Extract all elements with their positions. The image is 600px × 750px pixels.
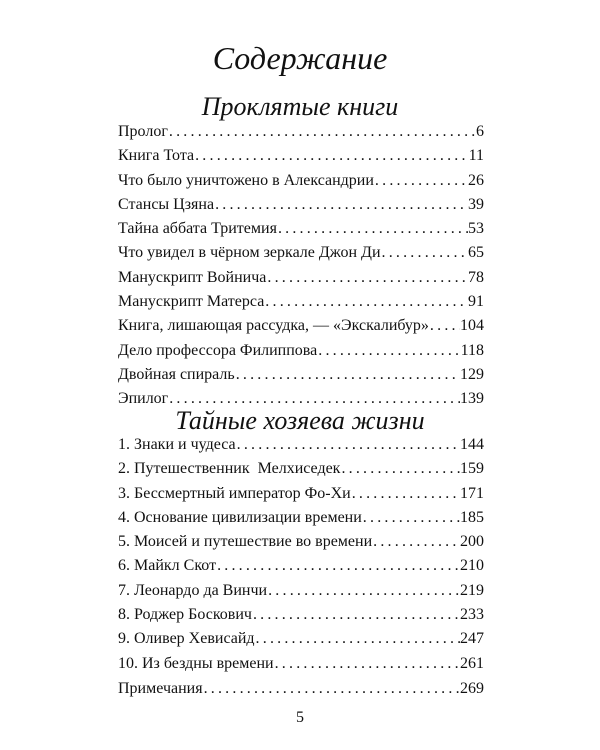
toc-entry-title: Книга, лишающая рассудка, — «Экскалибур» [118,317,429,335]
toc-entry-page: 6 [476,123,484,140]
toc-entry-page: 269 [460,680,484,697]
dot-leader [277,217,468,241]
toc-entry-title: Эпилог [118,390,169,408]
toc-entry[interactable] [118,530,484,554]
toc-entry-page: 39 [468,195,484,213]
toc-entry-page: 104 [460,317,484,335]
toc-entry-page: 91 [468,293,484,311]
toc-entry-title: 7. Леонардо да Винчи [118,581,268,599]
toc-entry-title: Пролог [118,123,168,140]
toc-entry[interactable] [118,241,484,265]
toc-entry-page: 65 [468,244,484,262]
toc-entry[interactable] [118,652,484,676]
dot-leader [216,554,460,578]
toc-entry-title: Двойная спираль [118,365,235,383]
toc-entry[interactable] [118,266,484,290]
toc-entry[interactable] [118,627,484,651]
toc-entry-title: 8. Роджер Боскович [118,606,252,624]
toc-entry[interactable] [118,314,484,338]
toc-entry[interactable] [118,579,484,603]
dot-leader [274,652,460,676]
toc-entry-title: Тайна аббата Тритемия [118,220,277,238]
toc-entry-page: 185 [460,508,484,526]
toc-entry-title: 3. Бессмертный император Фо-Хи [118,484,351,502]
dot-leader [235,363,460,387]
toc-entry-page: 78 [468,268,484,286]
dot-leader [252,603,460,627]
dot-leader [168,120,476,144]
dot-leader [317,339,460,363]
toc-entry[interactable] [118,603,484,627]
dot-leader [203,677,460,701]
dot-leader [429,314,460,338]
toc-entry-page: 210 [460,557,484,575]
toc-entry-page: 53 [468,220,484,238]
toc-entry-title: Манускрипт Войнича [118,268,267,286]
section-heading-cursed-books: Проклятые книги [201,92,399,121]
toc-entry[interactable] [118,433,484,457]
toc-entry-page: 139 [460,390,484,408]
dot-leader [236,433,460,457]
toc-entry[interactable] [118,506,484,530]
toc-entry[interactable] [118,120,484,144]
toc-entry-title: Дело профессора Филиппова [118,341,318,359]
toc-entry-page: 233 [460,606,484,624]
toc-entry-title: 2. Путешественник Мелхиседек [118,460,341,478]
dot-leader [340,457,460,481]
toc-entry-page: 261 [460,654,484,672]
toc-entry-page: 171 [460,484,484,502]
section-heading-secret-masters: Тайные хозяева жизни [175,406,425,435]
toc-entry-page: 200 [460,533,484,551]
toc-entry[interactable] [118,363,484,387]
toc-entry[interactable] [118,457,484,481]
toc-list-cursed-books [118,120,484,412]
dot-leader [264,290,468,314]
toc-entry[interactable] [118,482,484,506]
dot-leader [362,506,460,530]
toc-entry-page: 11 [468,147,484,165]
toc-entry[interactable] [118,169,484,193]
toc-list-secret-masters [118,433,484,676]
toc-entry[interactable] [118,144,484,168]
toc-entry-title: Манускрипт Матерса [118,293,265,311]
toc-entry-title: 1. Знаки и чудеса [118,436,236,453]
toc-entry-page: 219 [460,581,484,599]
toc-entry[interactable] [118,339,484,363]
toc-entry-page: 159 [460,460,484,478]
toc-entry-title: Стансы Цзяна [118,195,215,213]
toc-entry-title: 5. Моисей и путешествие во времени [118,533,373,551]
page-title: Содержание [212,40,388,76]
toc-entry-title: Что увидел в чёрном зеркале Джон Ди [118,244,381,262]
dot-leader [381,241,469,265]
toc-entry[interactable] [118,290,484,314]
dot-leader [214,193,468,217]
toc-entry-title: Что было уничтожено в Александрии [118,171,374,189]
toc-entry-notes[interactable] [118,677,484,701]
toc-entry-page: 26 [468,171,484,189]
toc-entry-page: 247 [460,630,484,648]
toc-entry[interactable] [118,217,484,241]
toc-entry-title: 9. Оливер Хевисайд [118,630,255,648]
dot-leader [372,530,460,554]
toc-entry[interactable] [118,193,484,217]
dot-leader [351,482,460,506]
dot-leader [266,266,468,290]
toc-entry-title: Примечания [118,680,203,697]
toc-entry-title: 6. Майкл Скот [118,557,217,575]
dot-leader [374,169,468,193]
toc-entry-page: 129 [460,365,484,383]
toc-list-notes [118,677,484,701]
dot-leader [194,144,468,168]
toc-entry-page: 144 [460,436,484,453]
toc-entry-title: 10. Из бездны времени [118,654,274,672]
page-number: 5 [296,709,304,726]
toc-entry[interactable] [118,554,484,578]
dot-leader [255,627,460,651]
toc-entry-page: 118 [460,341,484,359]
toc-entry-title: Книга Тота [118,147,195,165]
dot-leader [267,579,460,603]
toc-entry-title: 4. Основание цивилизации времени [118,508,362,526]
